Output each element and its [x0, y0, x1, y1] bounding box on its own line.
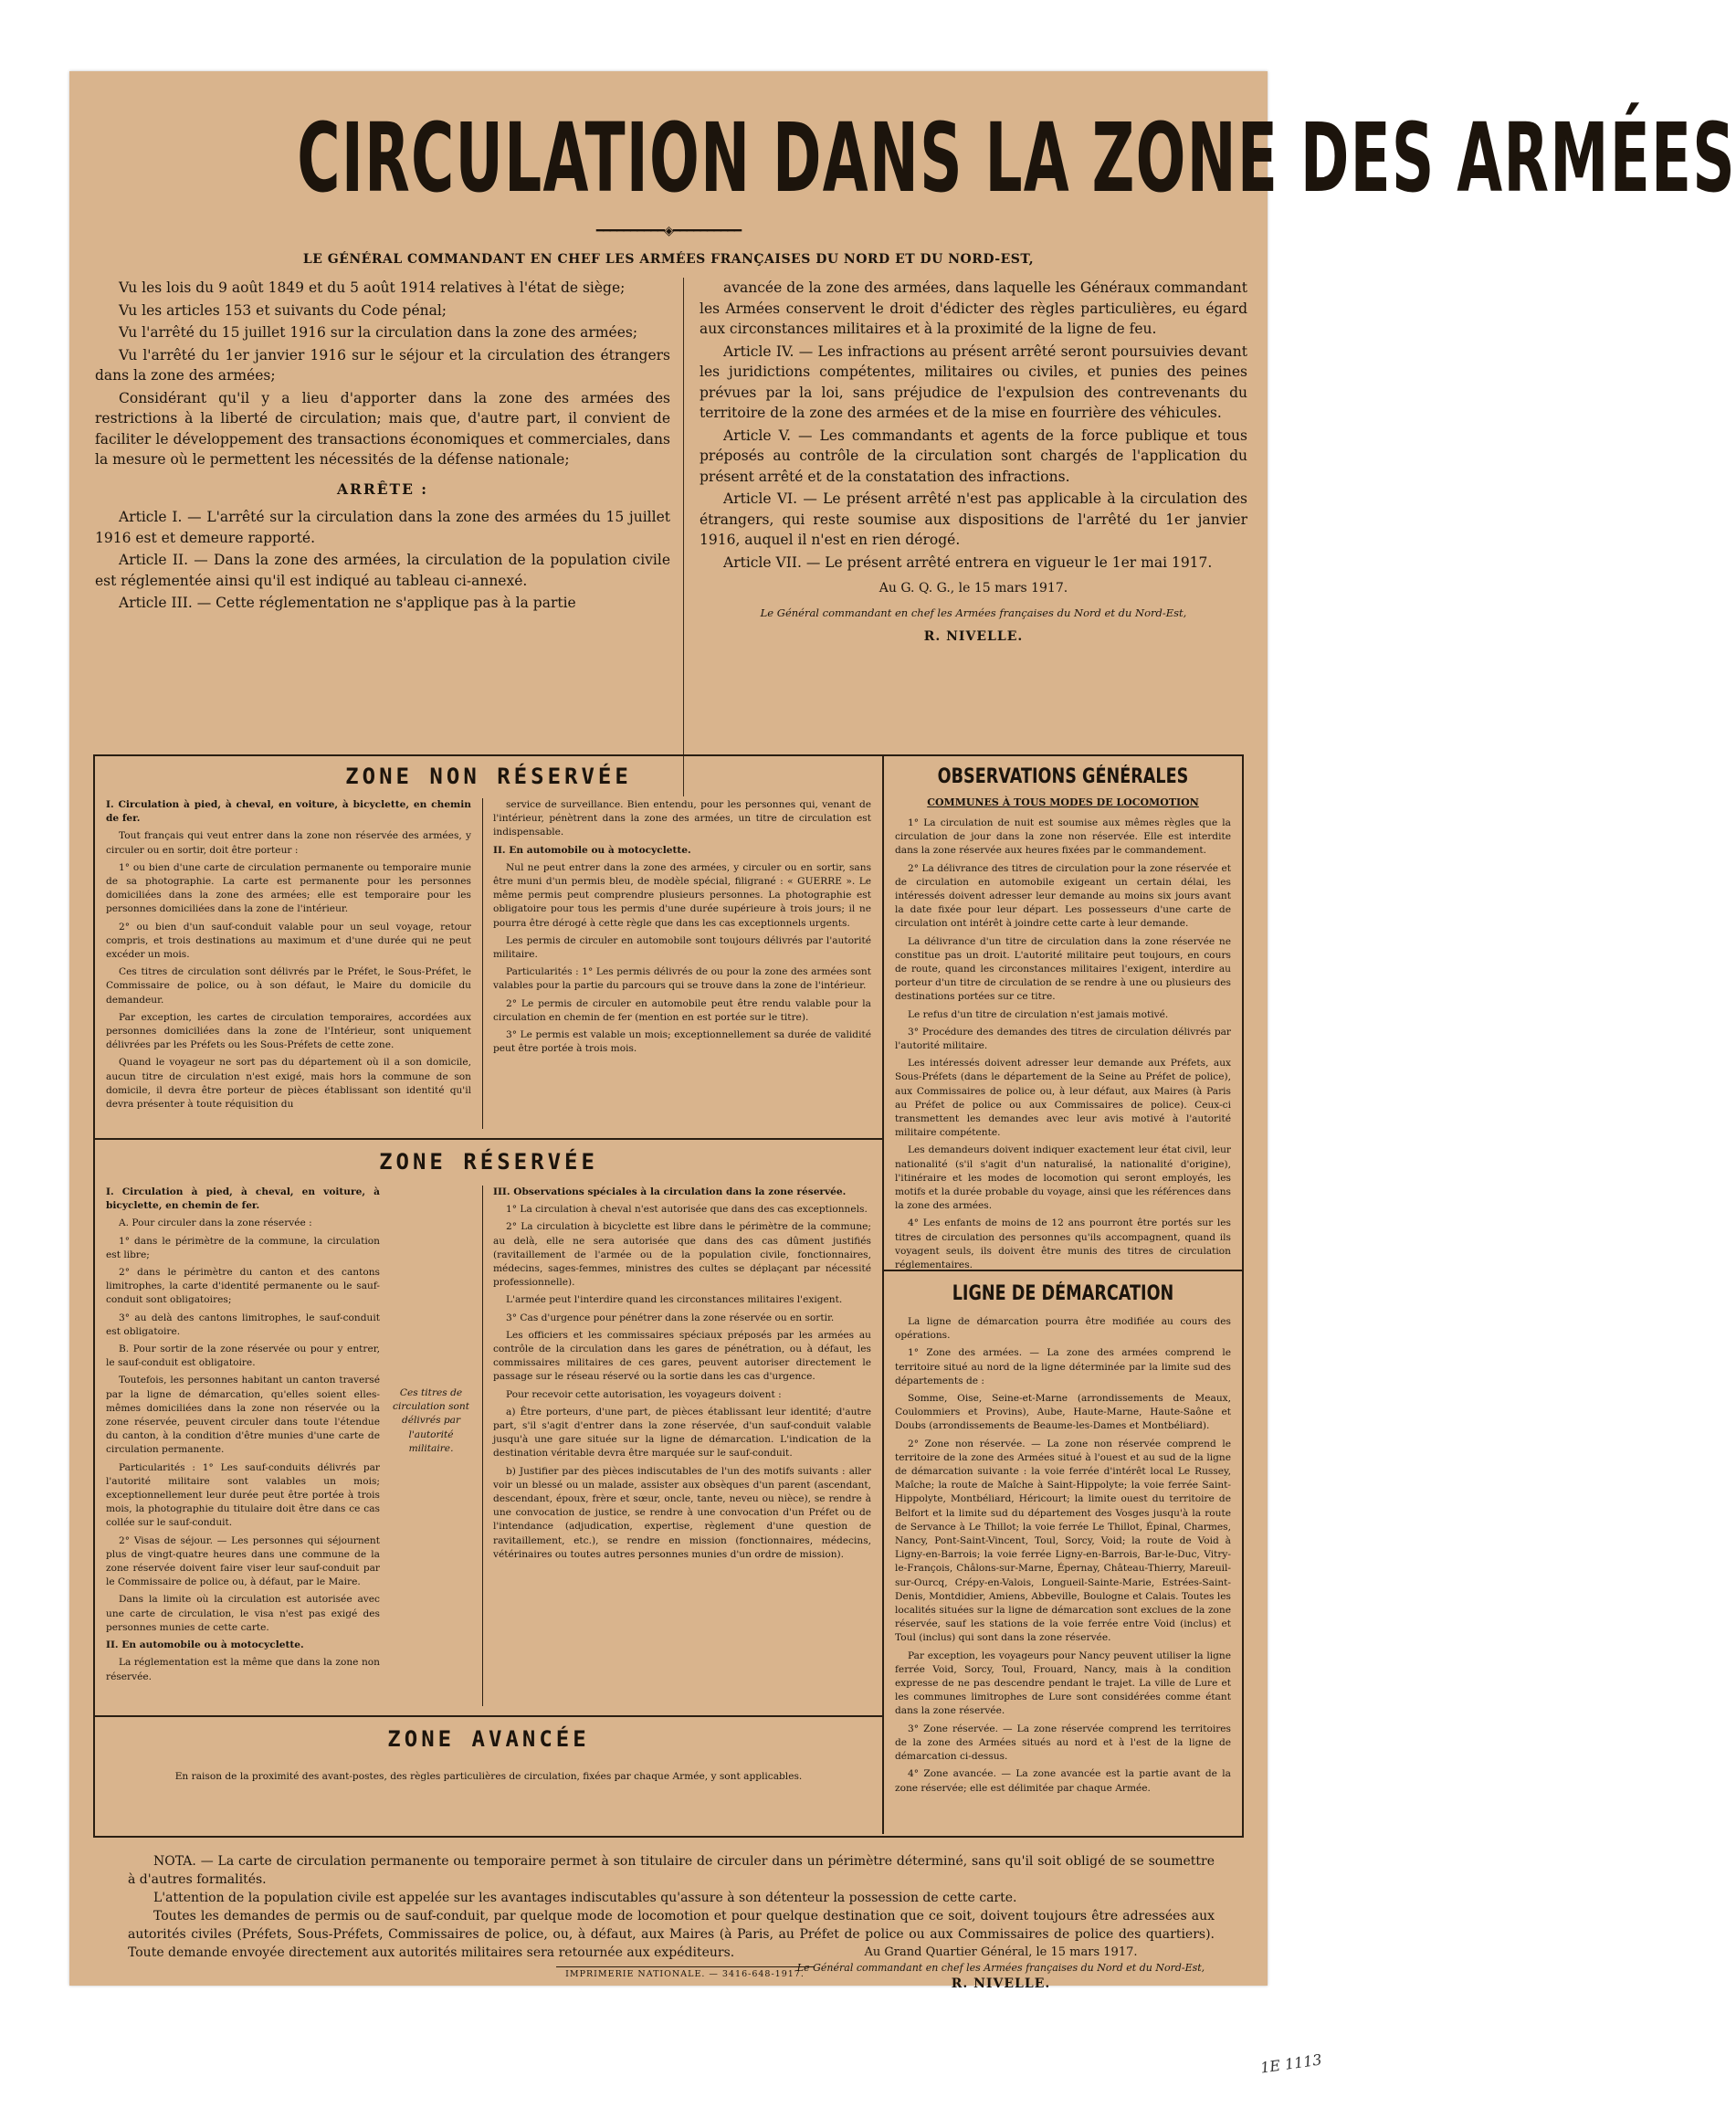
ornament-divider: ━━━━━━━━━━◈━━━━━━━━━━ — [595, 224, 742, 238]
table-divider-horizontal — [95, 1715, 882, 1717]
text-paragraph: Les permis de circuler en automobile sont toujours délivrés par l'autorité militaire. — [493, 934, 871, 961]
printer-imprint — [0, 1969, 1370, 1979]
text-paragraph: Les intéressés doivent adresser leur demande aux Préfets, aux Sous-Préfets (dans le département de la Seine au Préfet de police), aux Commissaires de police ou, à leur défaut, aux Maires (à Paris au Préfet de police ou aux Commissaires de police). Ceux-ci transmettent les demandes avec leur avis motivé à l'autorité militaire compétente. — [895, 1058, 1231, 1139]
text-paragraph: 1° dans le périmètre de la commune, la circulation est libre; — [106, 1235, 380, 1260]
zone-reservee-col1 — [106, 1186, 380, 1688]
text-paragraph: 2° Le permis de circuler en automobile peut être rendu valable pour la circulation en chemin de fer (mention en est portée sur le titre). — [493, 997, 871, 1023]
text-paragraph: Par exception, les cartes de circulation temporaires, accordées aux personnes domiciliées dans la zone de l'Intérieur, sont uniquement délivrées par les Préfets ou les Sous-Préfets de cette zone. — [106, 1011, 471, 1051]
zone-avancee-title: ZONE AVANCÉE — [387, 1726, 590, 1752]
text-paragraph: Pour recevoir cette autorisation, les voyageurs doivent : — [506, 1388, 782, 1400]
text-paragraph: 3° Cas d'urgence pour pénétrer dans la zone réservée ou en sortir. — [506, 1312, 835, 1323]
text-paragraph: 1° Zone des armées. — La zone des armées comprend le territoire situé au nord de la ligne déterminée par la limite sud des départements de : — [895, 1347, 1231, 1386]
text-paragraph: 1° La circulation à cheval n'est autorisée que dans des cas exceptionnels. — [506, 1204, 868, 1216]
intro-paragraph: Vu l'arrêté du 1er janvier 1916 sur le séjour et la circulation des étrangers dans la zone des armées; — [95, 346, 670, 384]
table-divider-horizontal — [95, 1138, 882, 1140]
text-paragraph: 2° Visas de séjour. — Les personnes qui séjournent plus de vingt-quatre heures dans une commune de la zone réservée doivent faire viser leur sauf-conduit par le Commissaire de police ou, à défaut, par le Maire. — [106, 1534, 380, 1588]
poster — [69, 71, 1736, 1991]
intro-paragraph: Considérant qu'il y a lieu d'apporter dans la zone des armées des restrictions à la liberté de circulation; mais que, d'autre part, il convient de faciliter le développement des transactions économiques et commerciales, dans la mesure où le permettent les nécessités de la défense nationale; — [95, 389, 670, 468]
section-heading: II. En automobile ou à motocyclette. — [493, 844, 691, 856]
article-paragraph: Article IV. — Les infractions au présent arrêté seront poursuivies devant les juridictions compétentes, militaires ou civiles, et punies des peines prévues par la loi, sans préjudice de l'expulsion des contrevenants du territoire de la zone des armées et de la mise en fourrière des véhicules. — [700, 343, 1247, 421]
text-paragraph: Quand le voyageur ne sort pas du département où il a son domicile, aucun titre de circulation n'est exigé, mais hors la commune de son domicile, il devra être porteur de pièces établissant son identité qu'il devra présenter à toute réquisition du — [106, 1057, 471, 1111]
zone-reservee-col2 — [493, 1186, 871, 1565]
text-paragraph: 3° au delà des cantons limitrophes, le sauf-conduit est obligatoire. — [106, 1312, 380, 1337]
zone-non-reservee-title: ZONE NON RÉSERVÉE — [345, 764, 632, 789]
poster-subtitle: LE GÉNÉRAL COMMANDANT EN CHEF LES ARMÉES FRANÇAISES DU NORD ET DU NORD-EST, — [302, 252, 1035, 267]
section-heading: III. Observations spéciales à la circulation dans la zone réservée. — [493, 1186, 847, 1197]
intro-paragraph: Vu les articles 153 et suivants du Code pénal; — [119, 301, 447, 319]
zone-reservee-title: ZONE RÉSERVÉE — [379, 1149, 598, 1175]
regulation-table — [93, 754, 1244, 1838]
text-paragraph: 2° La circulation à bicyclette est libre dans le périmètre de la commune; au delà, elle ne sera autorisée que dans des cas dûment justifiés (ravitaillement de l'armée ou de la population civile, fonctionnaires, médecins, sages-femmes, ministres des cultes se déplaçant par nécessité professionnelle). — [493, 1221, 871, 1289]
column-divider — [482, 798, 483, 1129]
signature-role: Le Général commandant en chef les Armées françaises du Nord et du Nord-Est, — [796, 1962, 1205, 1974]
section-heading: I. Circulation à pied, à cheval, en voiture, à bicyclette, en chemin de fer. — [106, 1186, 380, 1212]
poster-title: CIRCULATION DANS LA ZONE DES ARMÉES — [297, 102, 1736, 214]
article-paragraph: Article VII. — Le présent arrêté entrera en vigueur le 1er mai 1917. — [723, 553, 1213, 571]
text-paragraph: Le refus d'un titre de circulation n'est jamais motivé. — [908, 1008, 1169, 1020]
text-paragraph: 4° Les enfants de moins de 12 ans pourront être portés sur les titres de circulation des personnes qu'ils accompagnent, quand ils voyagent seuls, ils doivent être munis des titres de circulation réglementaires. — [895, 1217, 1231, 1271]
text-paragraph: service de surveillance. Bien entendu, pour les personnes qui, venant de l'intérieur, pénètrent dans la zone des armées, un titre de circulation est indispensable. — [493, 799, 871, 838]
text-paragraph: 3° Procédure des demandes des titres de circulation délivrés par l'autorité militaire. — [895, 1026, 1231, 1052]
ligne-title: LIGNE DE DÉMARCATION — [952, 1282, 1174, 1305]
text-paragraph: Par exception, les voyageurs pour Nancy peuvent utiliser la ligne ferrée Void, Sorcy, Toul, Frouard, Nancy, mais à la condition expresse de ne pas descendre pendant le trajet. La ville de Lure et les communes limitrophes de Lure sont considérées comme étant dans la zone réservée. — [895, 1650, 1231, 1717]
signature-date: Au G. Q. G., le 15 mars 1917. — [879, 581, 1068, 596]
text-paragraph: Ces titres de circulation sont délivrés par le Préfet, le Sous-Préfet, le Commissaire de police, ou à son défaut, le Maire du domicile du demandeur. — [106, 966, 471, 1006]
observations-cell — [884, 756, 1242, 1271]
observations-title: OBSERVATIONS GÉNÉRALES — [937, 765, 1189, 788]
text-paragraph: A. Pour circuler dans la zone réservée : — [119, 1217, 312, 1229]
article-paragraph: Article III. — Cette réglementation ne s'applique pas à la partie — [119, 595, 576, 611]
text-paragraph: Toutefois, les personnes habitant un canton traversé par la ligne de démarcation, qu'elles soient elles-mêmes domiciliées dans la zone non réservée ou la zone réservée, peuvent circuler dans toute l'étendue du canton, à la condition d'être munies d'une carte de circulation permanente. — [106, 1375, 380, 1456]
signature-role: Le Général commandant en chef les Armées françaises du Nord et du Nord-Est, — [760, 606, 1187, 619]
text-paragraph: 3° Le permis est valable un mois; exceptionnellement sa durée de validité peut être portée à trois mois. — [493, 1029, 871, 1055]
intro-paragraph: Vu les lois du 9 août 1849 et du 5 août 1914 relatives à l'état de siège; — [119, 279, 626, 296]
text-paragraph: Particularités : 1° Les permis délivrés de ou pour la zone des armées sont valables pour la partie du parcours qui se trouve dans la zone de l'intérieur. — [493, 966, 871, 992]
column-divider — [482, 1186, 483, 1706]
text-paragraph: 2° ou bien d'un sauf-conduit valable pour un seul voyage, retour compris, et trois destinations au maximum et d'une durée qui ne peut excéder un mois. — [106, 921, 471, 961]
signature-date: Au Grand Quartier Général, le 15 mars 1917. — [864, 1945, 1138, 1959]
text-paragraph: La délivrance d'un titre de circulation dans la zone réservée ne constitue pas un droit. L'autorité militaire peut toujours, en cours de route, quand les circonstances militaires l'exigent, interdire au porteur d'un titre de circulation de se rendre à une ou plusieurs des destinations portées sur ce titre. — [895, 935, 1231, 1003]
text-paragraph: La ligne de démarcation pourra être modifiée au cours des opérations. — [895, 1316, 1231, 1342]
text-paragraph: 1° La circulation de nuit est soumise aux mêmes règles que la circulation de jour dans la zone non réservée. Elle est interdite dans la zone réservée aux heures fixées par le commandement. — [895, 817, 1231, 857]
text-paragraph: Les officiers et les commissaires spéciaux préposés par les armées au contrôle de la circulation dans les gares de pénétration, ou à défaut, les commissaires militaires de ces gares, peuvent autoriser directement le passage sur le réseau réservé ou la sortie dans les cas d'urgence. — [493, 1329, 871, 1383]
text-paragraph: 1° ou bien d'une carte de circulation permanente ou temporaire munie de sa photographie. La carte est permanente pour les personnes domiciliées dans la zone des armées; elle est temporaire pour les personnes domiciliées dans la zone de l'intérieur. — [106, 861, 471, 915]
text-paragraph: a) Être porteurs, d'une part, de pièces établissant leur identité; d'autre part, s'il s'agit d'entrer dans la zone réservée, d'un sauf-conduit valable jusqu'à une gare située sur la ligne de démarcation. L'indication de la destination véritable devra être marquée sur le sauf-conduit. — [493, 1406, 871, 1460]
column-divider — [683, 278, 684, 796]
signature-top — [700, 578, 1247, 648]
text-paragraph: La réglementation est la même que dans la zone non réservée. — [106, 1657, 380, 1682]
text-paragraph: B. Pour sortir de la zone réservée ou pour y entrer, le sauf-conduit est obligatoire. — [106, 1344, 380, 1369]
article-paragraph: Article I. — L'arrêté sur la circulation dans la zone des armées du 15 juillet 1916 est et demeure rapporté. — [95, 509, 670, 546]
observations-subtitle: COMMUNES À TOUS MODES DE LOCOMOTION — [927, 796, 1199, 808]
article-paragraph: Article II. — Dans la zone des armées, la circulation de la population civile est réglementée ainsi qu'il est indiqué au tableau ci-annexé. — [95, 552, 670, 589]
observations-text — [895, 817, 1231, 1276]
article-paragraph: Article V. — Les commandants et agents de la force publique et tous préposés au contrôle de la circulation sont chargés de l'application du présent arrêté et de la constatation des infractions. — [700, 427, 1247, 485]
text-paragraph: 2° dans le périmètre du canton et des cantons limitrophes, la carte d'identité permanente ou le sauf-conduit sont obligatoires; — [106, 1267, 380, 1306]
catalog-mark: 1E 1113 — [1259, 2050, 1323, 2077]
ligne-cell — [884, 1271, 1242, 1834]
section-heading: I. Circulation à pied, à cheval, en voiture, à bicyclette, en chemin de fer. — [106, 799, 471, 825]
text-paragraph: b) Justifier par des pièces indiscutables de l'un des motifs suivants : aller voir un blessé ou un malade, assister aux obsèques d'un parent (ascendant, descendant, époux, frère et sœur, oncle, tante, neveu ou nièce), se rendre à une convocation de justice, se rendre à une convocation d'un Préfet ou de l'intendance (adjudication, expertise, règlement d'une question de ravitaillement, etc.), se rendre en mission (fonctionnaires, médecins, vétérinaires ou toutes autres personnes munies d'un ordre de mission). — [493, 1465, 871, 1560]
text-paragraph: Particularités : 1° Les sauf-conduits délivrés par l'autorité militaire sont valables un mois; exceptionnellement leur durée peut être portée à trois mois, la photographie du titulaire doit être dans ce cas collée sur le sauf-conduit. — [106, 1461, 380, 1529]
intro-left-column — [95, 278, 670, 616]
zone-non-reservee-col2 — [493, 798, 871, 1059]
nota-paragraph: L'attention de la population civile est appelée sur les avantages indiscutables qu'assure à son détenteur la possession de cette carte. — [153, 1891, 1017, 1905]
text-paragraph: 3° Zone réservée. — La zone réservée comprend les territoires de la zone des Armées situés au nord et à l'est de la ligne de démarcation ci-dessus. — [895, 1723, 1231, 1763]
text-paragraph: 2° La délivrance des titres de circulation pour la zone réservée et de circulation en automobile exigeant un certain délai, les intéressés doivent adresser leur demande au moins six jours avant la date fixée pour leur départ. Les possesseurs d'une carte de circulation ont intérêt à joindre cette carte à leur demande. — [895, 862, 1231, 930]
intro-paragraph: Vu l'arrêté du 15 juillet 1916 sur la circulation dans la zone des armées; — [119, 324, 638, 341]
nota-paragraph: Toutes les demandes de permis ou de sauf-conduit, par quelque mode de locomotion et pour quelque destination que ce soit, doivent toujours être adressées aux autorités civiles (Préfets, Sous-Préfets, Commissaires de police, ou, à défaut, aux Maires (à Paris, au Préfet de police ou aux Commissaires de police des quartiers). Toute demande envoyée directement aux autorités militaires sera retournée aux expéditeurs. — [128, 1909, 1215, 1960]
arrete-heading: ARRÊTE : — [336, 480, 429, 498]
ligne-text — [895, 1315, 1231, 1799]
article-paragraph: avancée de la zone des armées, dans laquelle les Généraux commandant les Armées conservent le droit d'édicter des règles particulières, eu égard aux circonstances militaires et à la proximité de la ligne de feu. — [700, 279, 1247, 337]
text-paragraph: Les demandeurs doivent indiquer exactement leur état civil, leur nationalité (s'il s'agit d'un naturalisé, la nationalité d'origine), l'itinéraire et les modes de locomotion qui seront employés, les motifs et la durée probable du voyage, ainsi que les références dans la zone des armées. — [895, 1144, 1231, 1212]
printer-text: IMPRIMERIE NATIONALE. — 3416-648-1917. — [556, 1966, 814, 1981]
intro-right-column — [700, 278, 1247, 648]
text-paragraph: Nul ne peut entrer dans la zone des armées, y circuler ou en sortir, sans être muni d'un permis bleu, de modèle spécial, filigrané : « GUERRE ». Le même permis peut comprendre plusieurs personnes. La photographie est obligatoire pour tous les permis d'une durée supérieure à trois jours; il ne pourra être dérogé à cette règle que dans les cas exceptionnels urgents. — [493, 861, 871, 929]
section-heading: II. En automobile ou à motocyclette. — [106, 1639, 304, 1651]
nota-paragraph: NOTA. — La carte de circulation permanente ou temporaire permet à son titulaire de circuler dans un périmètre déterminé, sans qu'il soit obligé de se soumettre à d'autres formalités. — [128, 1854, 1215, 1887]
zone-avancee-text: En raison de la proximité des avant-postes, des règles particulières de circulation, fixées par chaque Armée, y sont applicables. — [174, 1771, 803, 1782]
zone-non-reservee-col1 — [106, 798, 471, 1115]
text-paragraph: Tout français qui veut entrer dans la zone non réservée des armées, y circuler ou en sortir, doit être porteur : — [106, 830, 471, 856]
zone-reservee-side-note: Ces titres de circulation sont délivrés par l'autorité militaire. — [393, 1387, 469, 1454]
text-paragraph: 2° Zone non réservée. — La zone non réservée comprend le territoire de la zone des Armées situé à l'ouest et au sud de la ligne de démarcation suivante : la voie ferrée d'intérêt local Le Russey, Maîche; la route de Maîche à Saint-Hippolyte; la voie ferrée Saint-Hippolyte, Montbéliard, Héricourt; la limite ouest du territoire de Belfort et la limite sud du département des Vosges jusqu'à la route de Servance à Le Thillot; la voie ferrée Le Thillot, Épinal, Charmes, Nancy, Pont-Saint-Vincent, Toul, Sorcy, Void; la route de Void à Ligny-en-Barrois; la voie ferrée Ligny-en-Barrois, Bar-le-Duc, Vitry-le-François, Châlons-sur-Marne, Épernay, Château-Thierry, Mareuil-sur-Ourcq, Crépy-en-Valois, Longueil-Sainte-Marie, Estrées-Saint-Denis, Montdidier, Amiens, Abbeville, Boulogne et Calais. Toutes les localités situées sur la ligne de démarcation sont exclues de la zone réservée, sauf les stations de la voie ferrée entre Void (inclus) et Toul (inclus) qui sont dans la zone réservée. — [895, 1438, 1231, 1644]
text-paragraph: L'armée peut l'interdire quand les circonstances militaires l'exigent. — [506, 1294, 843, 1306]
text-paragraph: Dans la limite où la circulation est autorisée avec une carte de circulation, le visa n'est pas exigé des personnes munies de cette carte. — [106, 1594, 380, 1633]
signature-name: R. NIVELLE. — [951, 1976, 1051, 1991]
signature-name: R. NIVELLE. — [923, 629, 1024, 644]
signature-bottom — [763, 1945, 1238, 1991]
text-paragraph: Somme, Oise, Seine-et-Marne (arrondissements de Meaux, Coulommiers et Provins), Aube, Haute-Marne, Haute-Saône et Doubs (arrondissements de Beaume-les-Dames et Montbéliard). — [895, 1393, 1231, 1432]
text-paragraph: 4° Zone avancée. — La zone avancée est la partie avant de la zone réservée; elle est délimitée par chaque Armée. — [895, 1768, 1231, 1794]
article-paragraph: Article VI. — Le présent arrêté n'est pas applicable à la circulation des étrangers, qui reste soumise aux dispositions de l'arrêté du 1er janvier 1916, auquel il n'est en rien dérogé. — [700, 490, 1247, 548]
